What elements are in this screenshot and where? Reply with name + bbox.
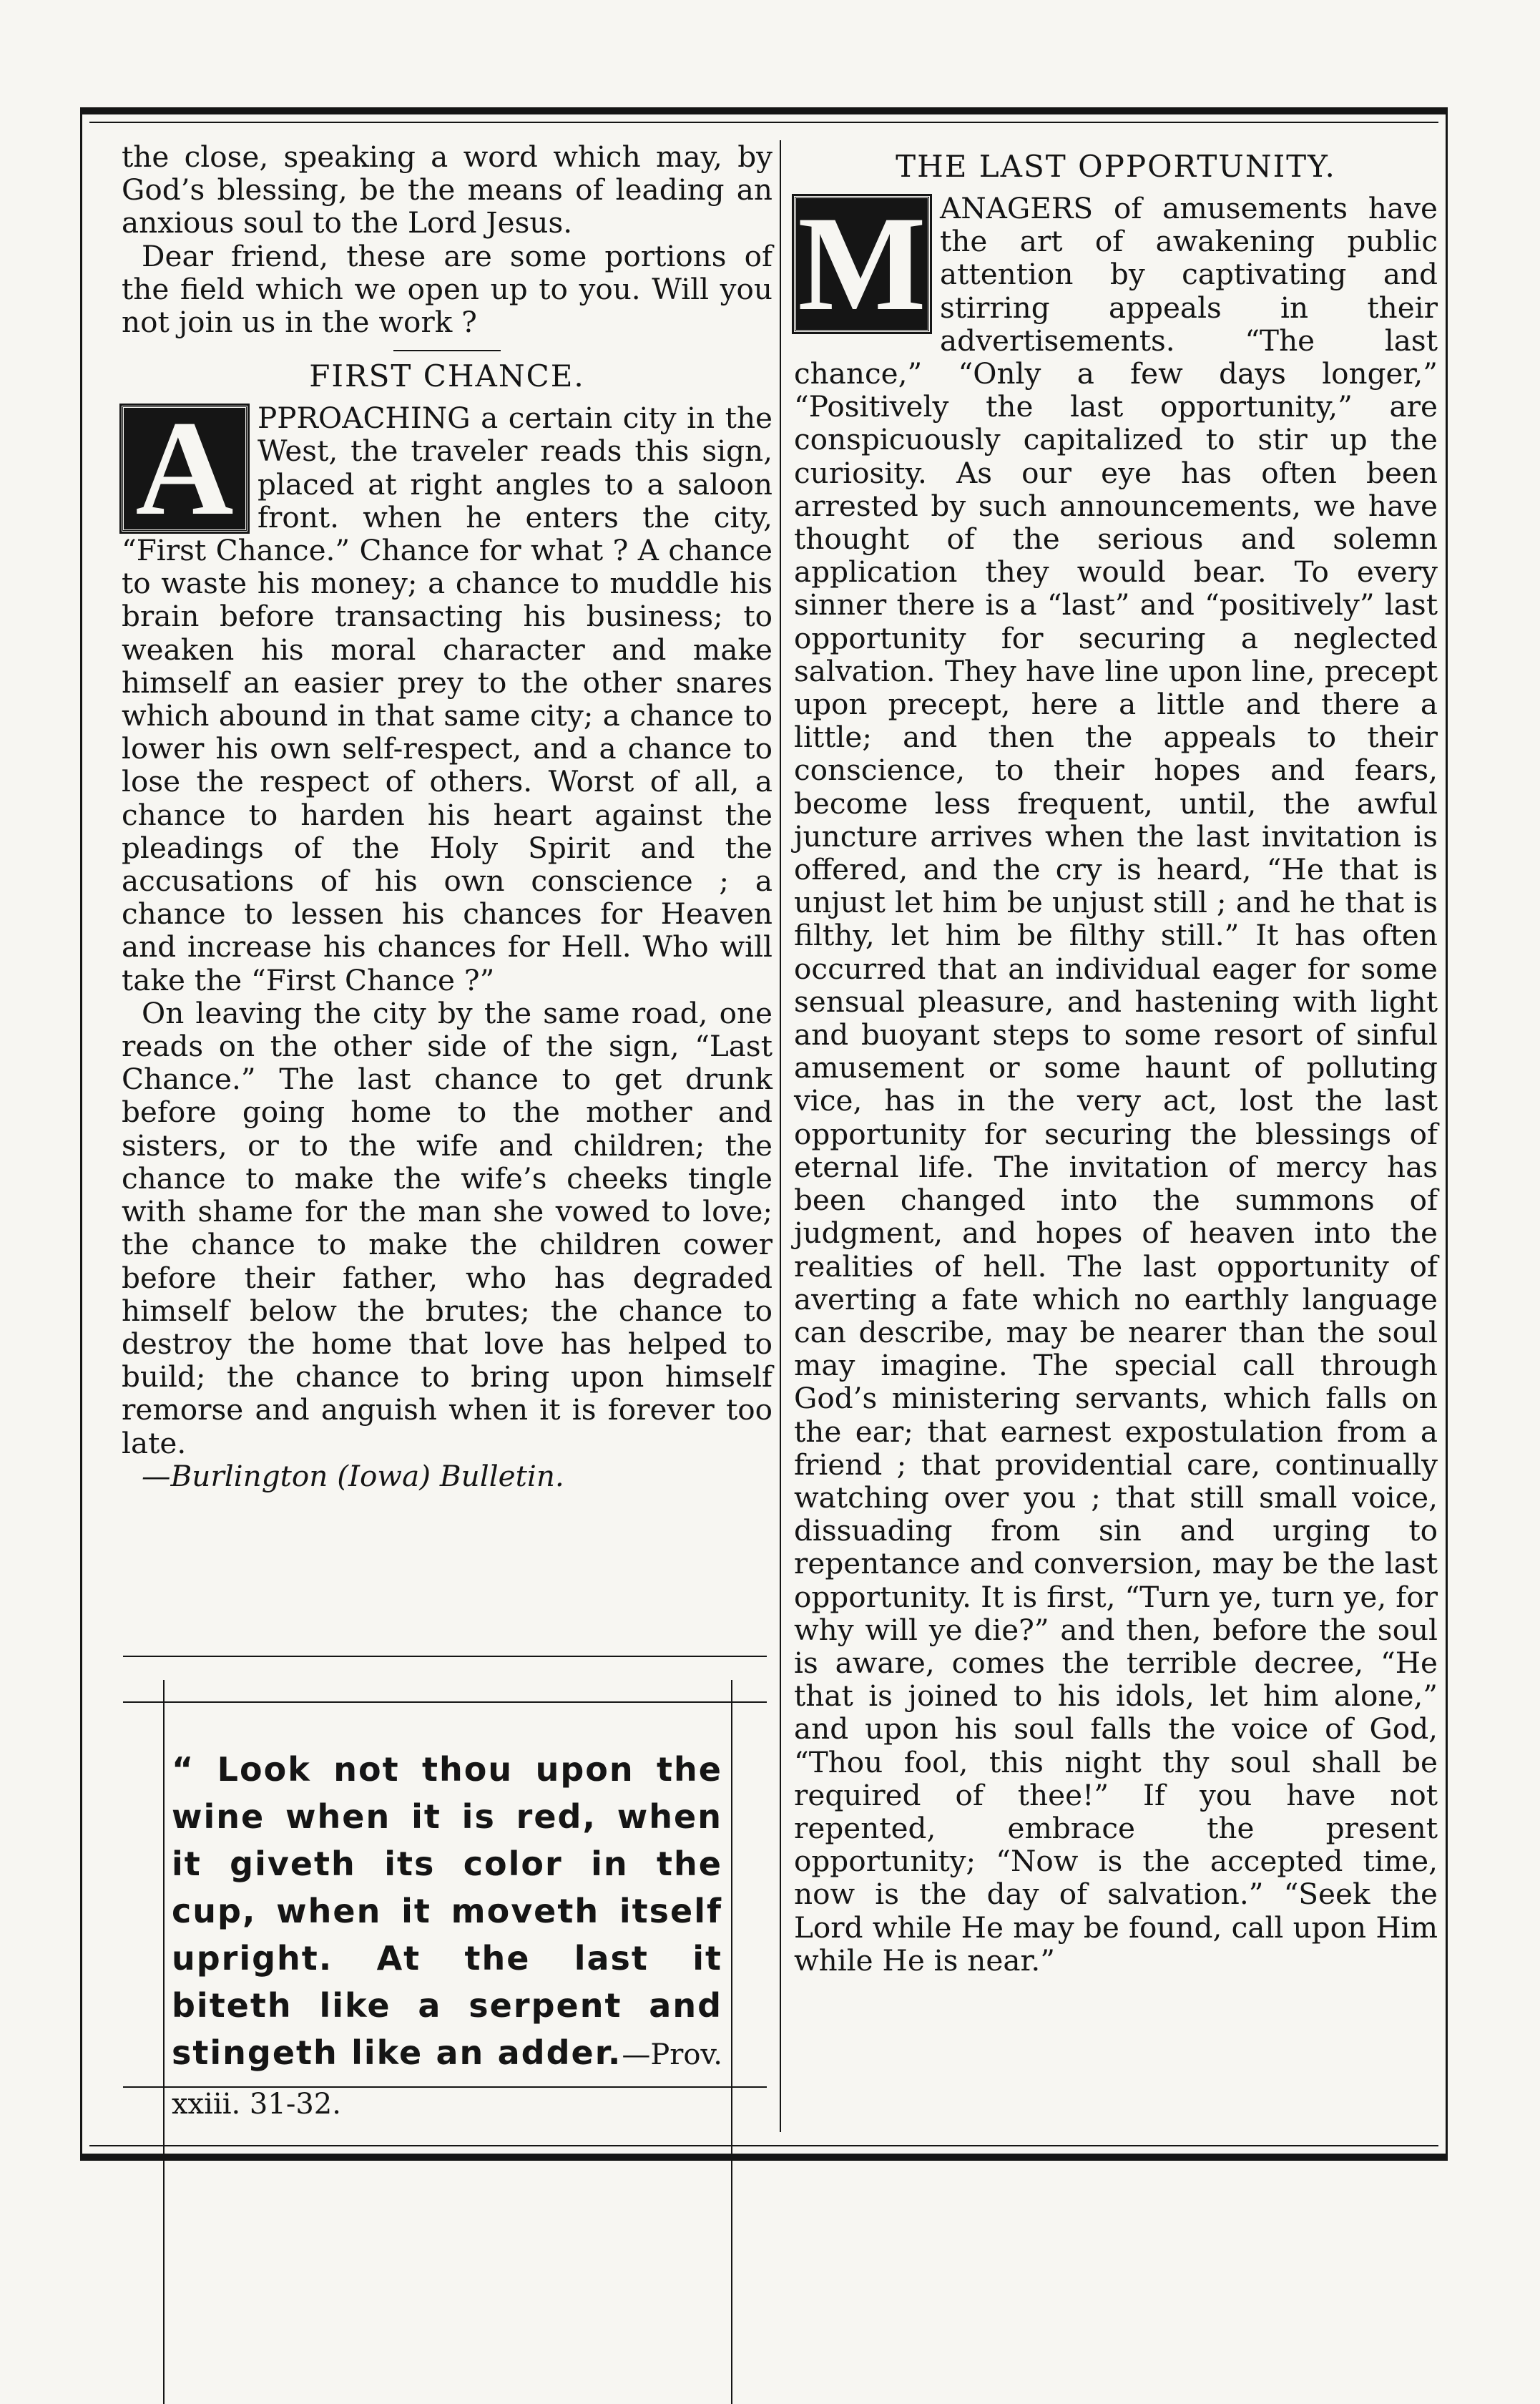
scripture-reference: —Prov. xxiii. 31-32. bbox=[172, 2038, 722, 2121]
last-opportunity-paragraph-1 bbox=[794, 189, 1438, 1978]
quote-box-left-rule bbox=[163, 1680, 165, 2404]
scripture-quote-text: “ Look not thou upon the wine when it is red, when it giveth its color in the cup, when it moveth itself upright. At the last it biteth like a serpent and stingeth like an adder. bbox=[172, 1750, 722, 2072]
quote-box-top-rule bbox=[123, 1656, 767, 1657]
closing-paragraph: Dear friend, these are some portions of the field which we open up to you. Will you not join us in the work ? bbox=[122, 238, 773, 340]
quote-box-inner-top-rule bbox=[123, 1701, 767, 1703]
first-chance-attribution: —Burlington (Iowa) Bulletin. bbox=[142, 1458, 564, 1493]
last-opportunity-opening-word: ANAGERS bbox=[940, 191, 1094, 225]
last-opportunity-body-1: of amusements have the art of awakening public attention by captivating and stirring appeals in their advertisements. “The last chance,” “Only a few days longer,” “Positively the last opportunity,” are conspicuously capitalized to stir up the curiosity. As our eye has often been arrested by such announcements, we have thought of the serious and solemn application they would bear. To every sinner there is a “last” and “positively” last opportunity for securing a neglected salvation. They have line upon line, precept upon precept, here a little and there a little; and then the appeals to their conscience, to their hopes and fears, become less frequent, until, the awful juncture arrives when the last invitation is offered, and the cry is heard, “He that is unjust let him be unjust still ; and he that is filthy, let him be filthy still.” It has often occurred that an individual eager for some sensual pleasure, and hastening with light and buoyant steps to some resort of sinful amusement or some haunt of polluting vice, has in the very act, lost the last opportunity for securing the blessings of eternal life. The invitation of mercy has been changed into the summons of judgment, and hopes of heaven into the realities of hell. The last opportunity of averting a fate which no earthly language can describe, may be nearer than the soul may imagine. The special call through God’s ministering servants, which falls on the ear; that earnest expostulation from a friend ; that providential care, continually watching over you ; that still small voice, dissuading from sin and urging to repentance and conversion, may be the last opportunity. It is first, “Turn ye, turn ye, for why will ye die?” and then, before the soul is aware, comes the terrible decree, “He that is joined to his idols, let him alone,” and upon his soul falls the voice of God, “Thou fool, this night thy soul shall be required of thee!” If you have not repented, embrace the present opportunity; “Now is the accepted time, now is the day of salvation.” “Seek the Lord while He may be found, call upon Him while He is near.” bbox=[794, 191, 1438, 1978]
section-divider bbox=[393, 350, 501, 351]
quote-box-right-rule bbox=[731, 1680, 732, 2404]
first-chance-paragraph-1 bbox=[122, 394, 773, 997]
left-column bbox=[122, 140, 773, 1492]
continued-paragraph: the close, speaking a word which may, by God’s blessing, be the means of leading an anxious soul to the Lord Jesus. bbox=[122, 140, 773, 240]
drop-cap-m-icon: M bbox=[794, 196, 930, 332]
first-chance-paragraph-2: On leaving the city by the same road, one reads on the other side of the sign, “Last Chance.” The last chance to get drunk before going home to the mother and sisters, or to the wife and children; the chance to make the wife’s cheeks tingle with shame for the man she vowed to love; the chance to make the children cower before their father, who has degraded himself below the brutes; the chance to destroy the home that love has helped to build; the chance to bring upon himself remorse and anguish when it is forever too late. bbox=[122, 995, 773, 1460]
drop-cap-a-icon: A bbox=[122, 406, 247, 532]
article-title-first-chance: FIRST CHANCE. bbox=[309, 358, 585, 394]
right-column bbox=[794, 140, 1438, 1977]
first-chance-opening-word: PPROACHING bbox=[258, 401, 471, 436]
first-chance-body-1: a certain city in the West, the traveler reads this sign, placed at right angles to a saloon front. when he enters the city, “First Chance.” Chance for what ? A chance to waste his money; a chance to muddle his brain before transacting his business; to weaken his moral character and make himself an easier prey to the other snares which abound in that same city; a chance to lower his own self-respect, and a chance to lose the respect of others. Worst of all, a chance to harden his heart against the pleadings of the Holy Spirit and the accusations of his own conscience ; a chance to lessen his chances for Heaven and increase his chances for Hell. Who will take the “First Chance ?” bbox=[122, 401, 773, 997]
article-title-last-opportunity: THE LAST OPPORTUNITY. bbox=[896, 149, 1336, 184]
column-divider bbox=[780, 140, 781, 2132]
scripture-quote bbox=[172, 1746, 722, 2128]
